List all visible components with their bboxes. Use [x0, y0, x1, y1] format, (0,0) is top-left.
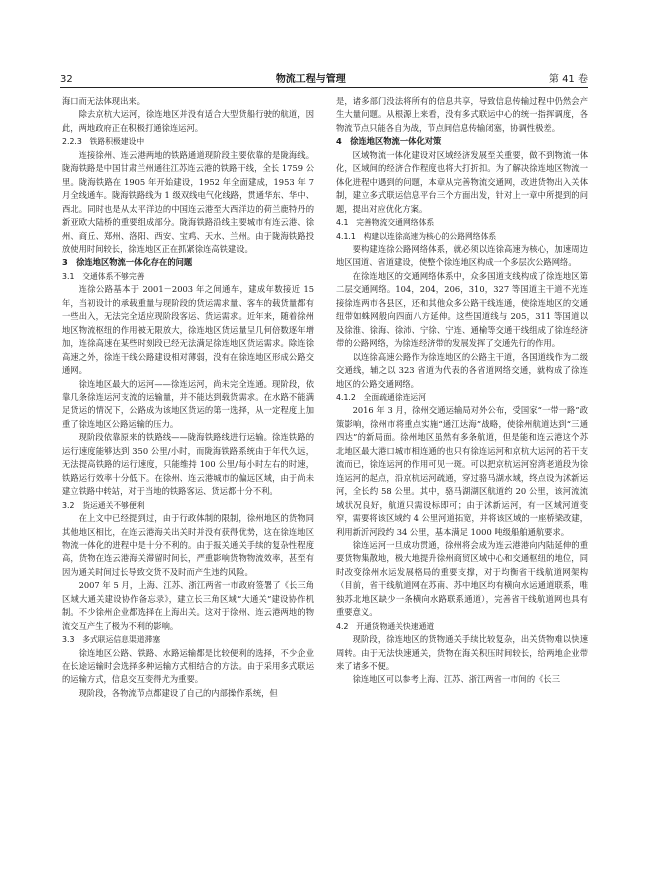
- subsection-heading-4-2: 4.2 开通货物通关快速通道: [336, 621, 435, 631]
- left-column: [62, 95, 314, 875]
- paragraph: 以连徐高速公路作为徐连地区的公路主干道，各国道线作为二级交通线，辅之以 323 省道为代表的各省道网络交通，就构成了徐连地区的公路交通网络。: [336, 351, 588, 389]
- page-number: 32: [60, 74, 73, 85]
- subsection-heading-4-1-1: 4.1.1 构建以连徐高速为核心的公路网络体系: [336, 231, 497, 241]
- subsection-heading-3-1: 3.1 交通体系不够完善: [62, 271, 145, 281]
- subsection-heading-4-1: 4.1 完善物流交通网络体系: [336, 218, 435, 228]
- running-header: [60, 67, 588, 88]
- paragraph: 要构建连徐公路网络体系，就必须以连徐高速为核心，加速周边地区国道、省道建设，使整个徐连地区构成一个多层次公路网络。: [336, 243, 588, 268]
- volume-label: 第 41 卷: [548, 74, 588, 85]
- paragraph: 2016 年 3 月，徐州交通运输局对外公布，受国家“一带一路”政策影响，徐州市将重点实施“通江达海”战略，使徐州航道达到“三通四达”的新局面。徐州地区虽然有多条航道，但是能和连云港这个苏北地区最大港口城市相连通的也只有徐连运河和京杭大运河的若干支流而已，徐连运河的作用可见一斑。可以把京杭运河窑湾老道段为徐连运河的起点，沿京杭运河疏通，穿过骆马湖水域，终点设为沭新运河，全长约 58 公里。其中，骆马湖湖区航道约 20 公里，该河流流域状况良好，航道只需设标即可；由于沭新运河，有一区域河道变窄，需要将该区域约 4 公里河道拓宽，并将该区域的一座桥梁改建，利用新沂河段约 34 公里，基本满足 1000 吨级船舶通航要求。: [336, 405, 588, 537]
- subsection-heading-2-2-3: 2.2.3 铁路积极建设中: [62, 137, 145, 147]
- paragraph: 连接徐州、连云港两地的铁路通道现阶段主要依靠的是陇海线。陇海铁路是中国甘肃兰州通往江苏连云港的铁路干线，全长 1759 公里。陇海铁路在 1905 年开始建设，1952 年全面建成，1953 年 7 月全线通车。陇海铁路线为 1 级双线电气化线路，贯通华东、华中、西北。同时也是从太平洋边的中国连云港至大西洋边的荷兰鹿特丹的新亚欧大陆桥的重要组成部分。陇海铁路沿线主要城市有连云港、徐州、商丘、郑州、洛阳、西安、宝鸡、天水、兰州。由于陇海铁路投放使用时间较长，徐连地区正在抓紧徐连高铁建设。: [62, 149, 314, 254]
- paragraph: 现阶段，各物流节点都建设了自己的内部操作系统，但: [78, 687, 278, 698]
- paragraph: 是，诸多部门没法将所有的信息共享，导致信息传输过程中仍然会产生大量问题。从根源上来看，没有多式联运中心的统一指挥调度，各物流节点只能各自为战，节点间信息传输闭塞，协调性极差。: [336, 96, 588, 133]
- right-column: [336, 95, 588, 875]
- paragraph: 在徐连地区的交通网络体系中，众多国道支线构成了徐连地区第二层交通网络。104，204，206，310，327 等国道主干道不光连接徐连两市各县区，还和其他众多公路干线连通，使徐连地区的交通纽带如蛛网般向四面八方延伸。这些国道线与 205，311 等国道以及徐淮、徐海、徐沛、宁徐、宁连、通榆等交通干线组成了徐连经济带的公路网络，为徐连经济带的发展发挥了交通先行的作用。: [336, 270, 588, 349]
- paragraph: 现阶段，徐连地区的货物通关手续比较复杂，出关货物难以快速周转。由于无法快速通关，货物在海关积压时间较长，给两地企业带来了诸多不便。: [336, 634, 588, 672]
- section-heading-3: 3 徐连地区物流一体化存在的问题: [62, 257, 193, 268]
- subsection-heading-3-3: 3.3 多式联运信息渠道滞塞: [62, 635, 161, 645]
- paragraph: 在上文中已经提到过，由于行政体制的限制，徐州地区的货物同其他地区相比，在连云港海关出关时并没有获得优势，这在徐连地区物流一体化的进程中是十分不利的。由于报关通关手续的复杂性程度高，货物在连云港海关滞留时间长，严重影响货物物流效率，甚至有因为通关时间过长导致交货不及时而产生违约风险。: [62, 513, 314, 577]
- section-heading-4: 4 徐连地区物流一体化对策: [336, 136, 442, 147]
- paragraph: 徐连地区公路、铁路、水路运输都是比较便利的选择，不少企业在长途运输时会选择多种运输方式相结合的方法。由于采用多式联运的运输方式，信息交互变得尤为重要。: [62, 647, 314, 685]
- journal-title: 物流工程与管理: [275, 74, 346, 85]
- paragraph: 徐连运河一旦成功贯通，徐州将会成为连云港港向内陆延伸的重要货物集散地，极大地提升徐州商贸区域中心和交通枢纽的地位，同时改变徐州水运发展格局的重要支撑，对于均衡省干线航道网架构（目前，省干线航道网在苏南、苏中地区均有横向水运通道联系，唯独苏北地区缺少一条横向水路联系通道），完善省干线航道网也具有重要意义。: [336, 539, 588, 618]
- paragraph: 现阶段依靠原来的铁路线——陇海铁路线进行运输。徐连铁路的运行速度能够达到 350 公里/小时，而陇海铁路系统由于年代久远，无法提高铁路的运行速度，只能维持 100 公里/每小时左右的时速，铁路运行效率十分低下。在徐州、连云港城市的偏远区域，由于尚未建立铁路中转站，对于当地的铁路客运、货运都十分不利。: [62, 432, 314, 497]
- paragraph: 2007 年 5 月，上海、江苏、浙江两省一市政府签署了《长三角区域大通关建设协作备忘录》，建立长三角区域“大通关”建设协作机制。不少徐州企业都选择在上海出关。这对于徐州、连云港两地的物流交互产生了极为不利的影响。: [62, 580, 314, 631]
- paragraph: 徐连地区可以参考上海、江苏、浙江两省一市间的《长三: [352, 674, 561, 685]
- paragraph: 除去京杭大运河，徐连地区并没有适合大型货船行驶的航道，因此，两地政府正在积极打通徐连运河。: [62, 109, 314, 133]
- paragraph: 区域物流一体化建设对区域经济发展至关重要，做不到物流一体化，区域间的经济合作程度也将大打折扣。为了解决徐连地区物流一体化进程中遇到的问题，本章从完善物流交通网，改进货物出入关体制，建立多式联运信息平台三个方面出发，针对上一章中所提到的问题，提出对应优化方案。: [336, 149, 588, 214]
- paragraph: 徐连地区最大的运河——徐连运河，尚未完全连通。现阶段，依靠几条徐连运河支流的运输量，并不能达到载货需求。在水路不能满足货运的情况下，公路成为该地区货运的第一选择，从一定程度上加重了徐连地区公路运输的压力。: [62, 378, 314, 429]
- paragraph: 海口而无法体现出来。: [62, 96, 145, 106]
- subsection-heading-4-1-2: 4.1.2 全面疏通徐连运河: [336, 392, 427, 402]
- paragraph: 连徐公路基本于 2001－2003 年之间通车，建成年数接近 15 年，当初设计的承载重量与现阶段的货运需求量、客车的载货量都有一些出入，无法完全适应现阶段客运、货运需求。近年来，随着徐州地区物流枢纽的作用被无限放大，徐连地区货运量呈几何倍数逐年增加，连徐高速在某些时刻段已经无法满足徐连地区货运需求。除连徐高速之外，徐连干线公路建设相对薄弱，没有在徐连地区形成公路交通网。: [62, 284, 314, 376]
- subsection-heading-3-2: 3.2 货运通关不够便利: [62, 500, 145, 510]
